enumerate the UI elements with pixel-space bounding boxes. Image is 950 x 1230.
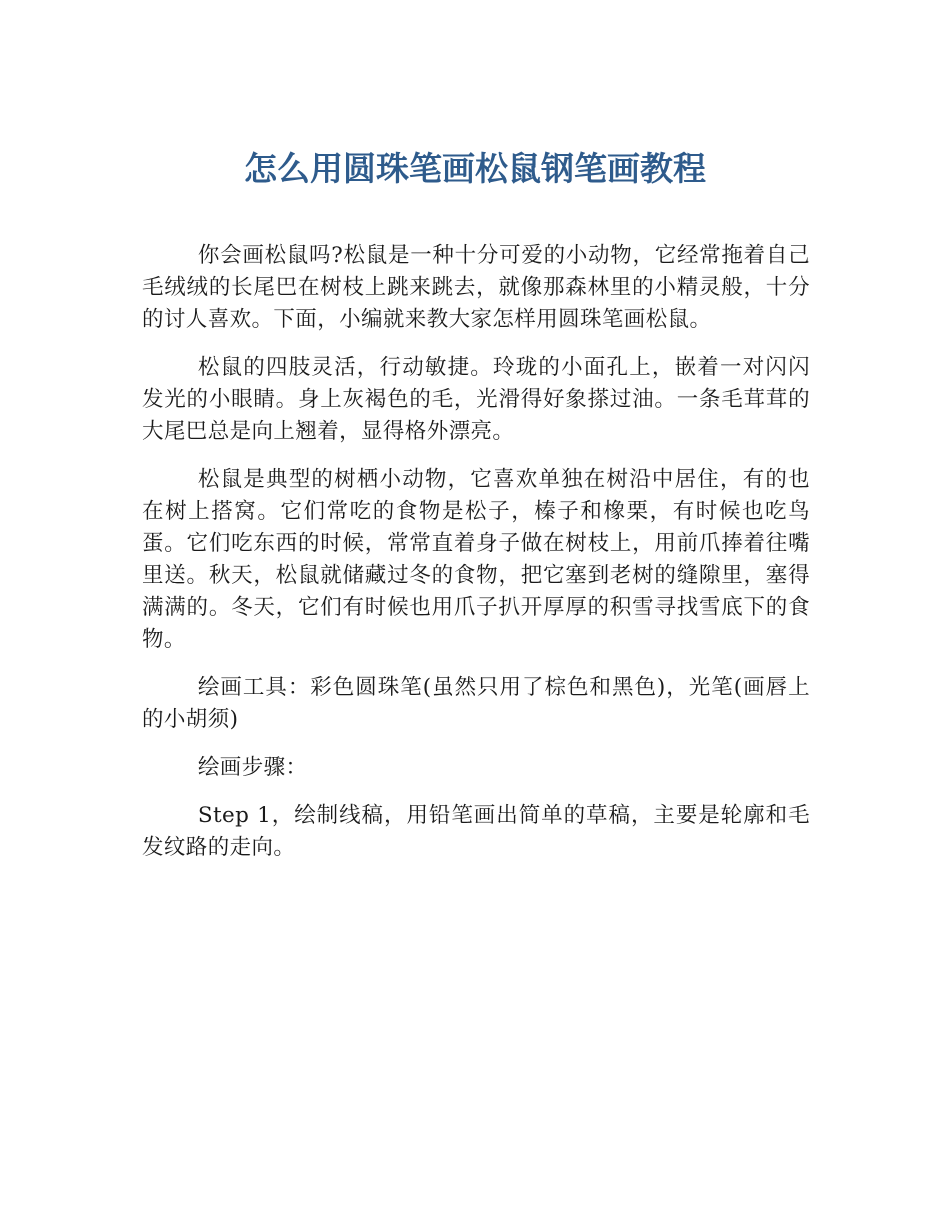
document-title: 怎么用圆珠笔画松鼠钢笔画教程 bbox=[244, 149, 706, 188]
paragraph-tools: 绘画工具：彩色圆珠笔(虽然只用了棕色和黑色)，光笔(画唇上的小胡须) bbox=[142, 675, 810, 732]
paragraph-habits: 松鼠是典型的树栖小动物，它喜欢单独在树沿中居住，有的也在树上搭窝。它们常吃的食物是松子，榛子和橡栗，有时候也吃鸟蛋。它们吃东西的时候，常常直着身子做在树枝上，用前爪捧着往嘴里送。秋天，松鼠就储藏过冬的食物，把它塞到老树的缝隙里，塞得满满的。冬天，它们有时候也用爪子扒开厚厚的积雪寻找雪底下的食物。 bbox=[142, 467, 810, 652]
paragraph-step-1: Step 1，绘制线稿，用铅笔画出简单的草稿，主要是轮廓和毛发纹路的走向。 bbox=[142, 803, 810, 860]
paragraph-steps-heading: 绘画步骤： bbox=[197, 755, 308, 780]
document-body bbox=[142, 240, 810, 880]
paragraph-intro: 你会画松鼠吗?松鼠是一种十分可爱的小动物，它经常拖着自己毛绒绒的长尾巴在树枝上跳来跳去，就像那森林里的小精灵般，十分的讨人喜欢。下面，小编就来教大家怎样用圆珠笔画松鼠。 bbox=[142, 243, 810, 332]
paragraph-appearance: 松鼠的四肢灵活，行动敏捷。玲珑的小面孔上，嵌着一对闪闪发光的小眼睛。身上灰褐色的毛，光滑得好象搽过油。一条毛茸茸的大尾巴总是向上翘着，显得格外漂亮。 bbox=[142, 355, 810, 444]
